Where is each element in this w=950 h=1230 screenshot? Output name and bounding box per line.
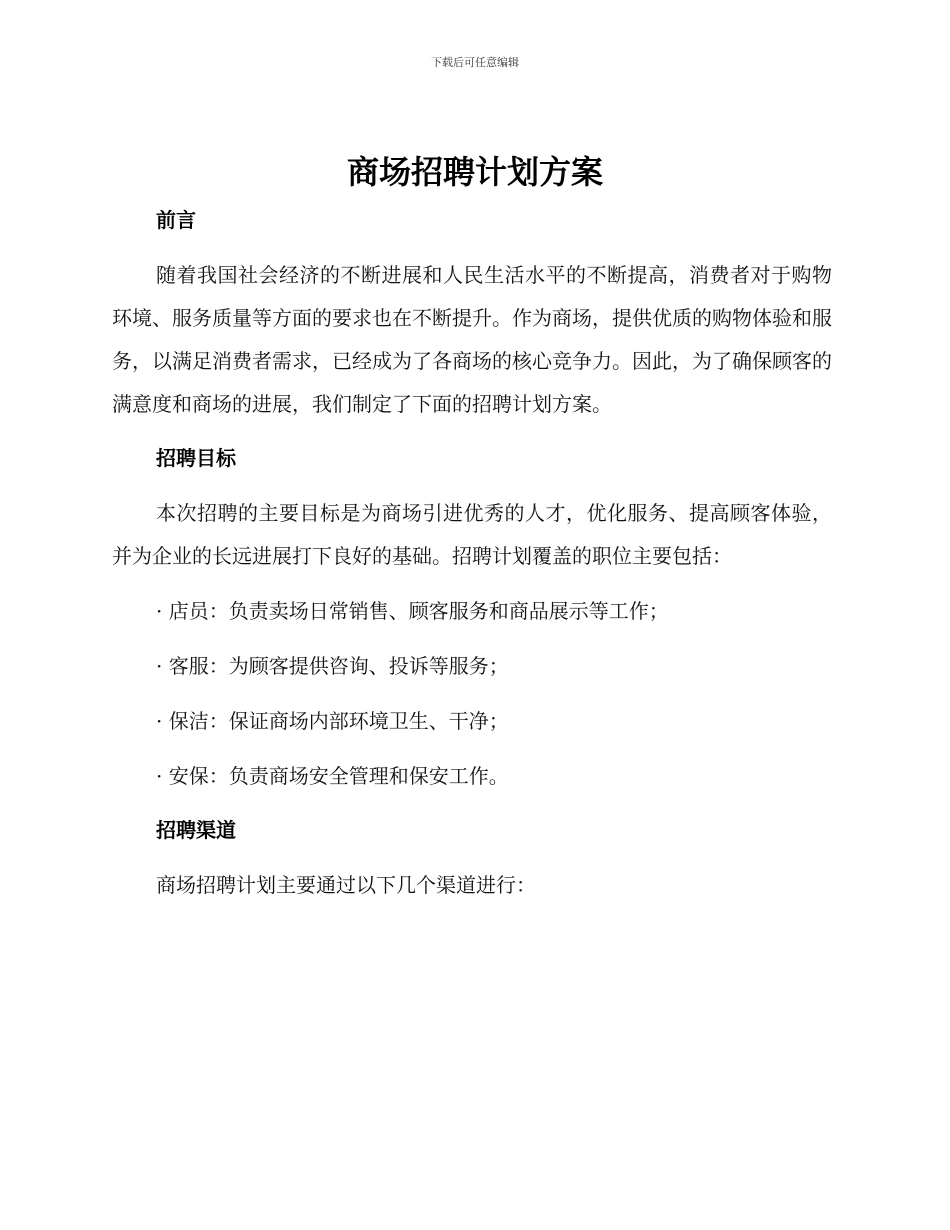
- document-title: 商场招聘计划方案: [346, 153, 603, 191]
- header-note: 下载后可任意编辑: [431, 56, 519, 69]
- bullet-item: · 店员：负责卖场日常销售、顾客服务和商品展示等工作；: [156, 599, 669, 623]
- section-paragraph: 本次招聘的主要目标是为商场引进优秀的人才，优化服务、提高顾客体验，并为企业的长远进展打下良好的基础。招聘计划覆盖的职位主要包括：: [112, 501, 832, 568]
- bullet-item: · 安保：负责商场安全管理和保安工作。: [156, 764, 509, 788]
- section-heading-recruitment-goal: 招聘目标: [156, 446, 236, 470]
- bullet-item: · 客服：为顾客提供咨询、投诉等服务；: [156, 654, 509, 678]
- document-body: [112, 200, 832, 907]
- section-heading-preface: 前言: [156, 208, 196, 232]
- bullet-item: · 保洁：保证商场内部环境卫生、干净；: [156, 709, 509, 733]
- section-paragraph: 商场招聘计划主要通过以下几个渠道进行：: [156, 873, 536, 897]
- section-heading-recruitment-channels: 招聘渠道: [156, 818, 236, 842]
- section-paragraph: 随着我国社会经济的不断进展和人民生活水平的不断提高，消费者对于购物环境、服务质量等方面的要求也在不断提升。作为商场，提供优质的购物体验和服务，以满足消费者需求，已经成为了各商场的核心竞争力。因此，为了确保顾客的满意度和商场的进展，我们制定了下面的招聘计划方案。: [112, 263, 832, 416]
